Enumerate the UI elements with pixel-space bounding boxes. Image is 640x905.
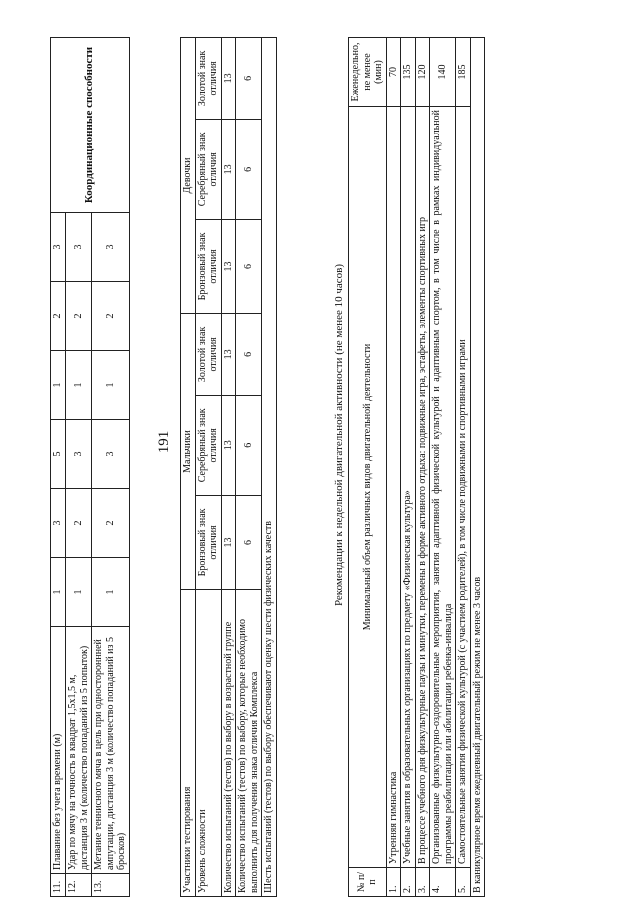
value-cell: 13: [221, 495, 236, 589]
row-number: 12.: [66, 874, 92, 897]
value-cell: 2: [92, 282, 130, 351]
table-row: [221, 38, 236, 897]
value-cell: 1: [92, 351, 130, 420]
activity-text: Утренняя гимнастика: [386, 107, 401, 868]
section-title: Рекомендации к недельной двигательной активности (не менее 10 часов): [333, 263, 345, 607]
badge-header: Серебряный знак отличия: [195, 119, 221, 219]
boys-header: Мальчики: [181, 314, 196, 590]
badge-header: Бронзовый знак отличия: [195, 219, 221, 313]
activity-text: Учебные занятия в образовательных организациях по предмету «Физическая культура»: [401, 107, 416, 868]
participants-label: Участники тестирования: [181, 590, 196, 897]
activity-text: В процессе учебного дня физкультурные паузы и минутки, перемены в форме активного отдыха: подвижные игра, эстафеты, элементы спортивных игр: [415, 107, 430, 868]
value-cell: 5: [51, 420, 66, 489]
minutes-header: Еженедельно, не менее (мин): [349, 38, 387, 107]
row-number: 2.: [401, 868, 416, 897]
level-label: Уровень сложности: [195, 590, 221, 897]
value-cell: 1: [66, 558, 92, 627]
table-row: [470, 38, 485, 897]
value-cell: 6: [236, 495, 262, 589]
value-cell: 6: [236, 38, 262, 120]
test-name: Метание теннисного мяча в цель при одностороннней ампутации, дистанция 3 м (количество попаданий из 5 бросков): [92, 627, 130, 874]
row-label: Количество испытаний (тестов) по выбору в возрастной группе: [221, 590, 236, 897]
badge-header: Серебряный знак отличия: [195, 395, 221, 495]
table-footer: Шесть испытаний (тестов) по выбору обеспечивают оценку шести физических качеств: [262, 38, 277, 897]
value-cell: 6: [236, 395, 262, 495]
badge-requirements-table: [180, 37, 277, 897]
num-header: № п/п: [349, 868, 387, 897]
value-cell: 2: [66, 282, 92, 351]
badge-header: Бронзовый знак отличия: [195, 495, 221, 589]
value-cell: 13: [221, 395, 236, 495]
activity-header: Минимальный объем различных видов двигательной деятельности: [349, 107, 387, 868]
minutes-value: 120: [415, 38, 430, 107]
table-row: [262, 38, 277, 897]
table-row: [386, 38, 401, 897]
value-cell: 2: [66, 489, 92, 558]
weekly-activity-table: [348, 37, 485, 897]
page-number: 191: [156, 430, 172, 454]
value-cell: 1: [92, 558, 130, 627]
category-label: Координационные способности: [51, 38, 130, 213]
table-row: [236, 38, 262, 897]
minutes-value: 70: [386, 38, 401, 107]
table-row: [401, 38, 416, 897]
girls-header: Девочки: [181, 38, 196, 314]
table-footer: В каникулярное время ежедневный двигательный режим не менее 3 часов: [470, 38, 485, 897]
table-row: [181, 38, 196, 897]
value-cell: 3: [51, 489, 66, 558]
minutes-value: 185: [456, 38, 471, 107]
test-name: Удар по мячу на точность в квадрат 1,5х1,5 м, дистанция 3 м (количество попаданий из 5 попыток): [66, 627, 92, 874]
row-label: Количество испытаний (тестов) по выбору, которые необходимо выполнить для получения знака отличия Комплекса: [236, 590, 262, 897]
value-cell: 13: [221, 219, 236, 313]
row-number: 11.: [51, 874, 66, 897]
row-number: 4.: [430, 868, 456, 897]
value-cell: 3: [92, 213, 130, 282]
value-cell: 1: [51, 558, 66, 627]
value-cell: 13: [221, 38, 236, 120]
table-row: [349, 38, 387, 897]
minutes-value: 135: [401, 38, 416, 107]
activity-text: Организованные физкультурно-оздоровительные мероприятия, занятия адаптивной физической культурой и адаптивным спортом, в том числе в рамках индивидуальной программы реабилитации или абилитации ребенка-инвалида: [430, 107, 456, 868]
value-cell: 3: [92, 420, 130, 489]
test-name: Плавание без учета времени (м): [51, 627, 66, 874]
row-number: 13.: [92, 874, 130, 897]
value-cell: 3: [51, 213, 66, 282]
minutes-value: 140: [430, 38, 456, 107]
table-row: [195, 38, 221, 897]
value-cell: 1: [51, 351, 66, 420]
value-cell: 6: [236, 119, 262, 219]
value-cell: 6: [236, 314, 262, 396]
value-cell: 6: [236, 219, 262, 313]
table-row: [456, 38, 471, 897]
row-number: 1.: [386, 868, 401, 897]
value-cell: 2: [51, 282, 66, 351]
value-cell: 2: [92, 489, 130, 558]
table-row: [430, 38, 456, 897]
value-cell: 1: [66, 351, 92, 420]
tests-table: [50, 37, 130, 897]
value-cell: 3: [66, 420, 92, 489]
table-row: [415, 38, 430, 897]
row-number: 5.: [456, 868, 471, 897]
value-cell: 13: [221, 119, 236, 219]
value-cell: 13: [221, 314, 236, 396]
table-row: [51, 38, 66, 897]
badge-header: Золотой знак отличия: [195, 38, 221, 120]
badge-header: Золотой знак отличия: [195, 314, 221, 396]
row-number: 3.: [415, 868, 430, 897]
activity-text: Самостоятельные занятия физической культурой (с участием родителей), в том числе подвижными и спортивными играми: [456, 107, 471, 868]
value-cell: 3: [66, 213, 92, 282]
